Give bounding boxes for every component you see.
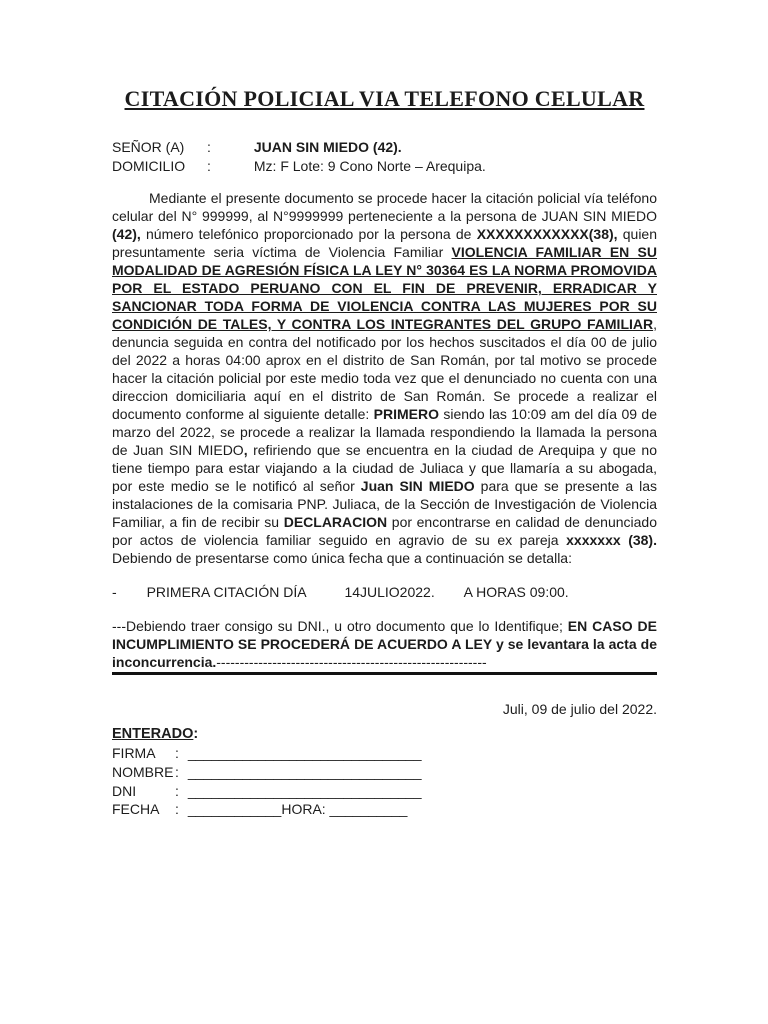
citation-dash: - bbox=[112, 584, 117, 601]
recipient-name-row bbox=[112, 138, 657, 157]
domicilio-colon: : bbox=[207, 158, 211, 175]
fecha-label: FECHA bbox=[112, 801, 160, 818]
signature-row-nombre bbox=[112, 763, 657, 782]
citation-date: 14JULIO2022. bbox=[344, 584, 435, 601]
fecha-blank-line: ____________ bbox=[187, 801, 282, 818]
nombre-blank-line: ______________________________ bbox=[187, 764, 422, 780]
dni-label: DNI bbox=[112, 782, 137, 799]
senor-value: JUAN SIN MIEDO (42). bbox=[253, 139, 402, 155]
recipient-address-row bbox=[112, 157, 657, 176]
firma-label: FIRMA bbox=[112, 745, 156, 762]
dni-colon: : bbox=[175, 782, 179, 799]
nombre-colon: : bbox=[175, 764, 179, 780]
enterado-colon: : bbox=[193, 726, 199, 743]
firma-colon: : bbox=[175, 745, 179, 762]
firma-blank-line: ______________________________ bbox=[187, 745, 422, 762]
hora-label: HORA: bbox=[281, 801, 326, 818]
citation-line bbox=[112, 583, 657, 601]
recipient-block bbox=[112, 138, 657, 176]
signature-row-fecha bbox=[112, 800, 657, 819]
senor-label: SEÑOR (A) bbox=[112, 139, 185, 155]
warning-paragraph: ---Debiendo traer consigo su DNI., u otro documento que lo Identifique; EN CASO DE INCUMPLIMIENTO SE PROCEDERÁ DE ACUERDO A LEY y se levantara la acta de inconcurrencia.---------------------------------------------------------- bbox=[112, 617, 657, 675]
domicilio-value: Mz: F Lote: 9 Cono Norte – Arequipa. bbox=[253, 158, 486, 175]
nombre-label: NOMBRE bbox=[112, 764, 174, 780]
citation-label: PRIMERA CITACIÓN DÍA bbox=[146, 584, 307, 601]
document-content bbox=[0, 86, 768, 819]
domicilio-label: DOMICILIO bbox=[112, 158, 186, 175]
hora-blank-line: __________ bbox=[325, 801, 408, 818]
citation-time: A HORAS 09:00. bbox=[463, 584, 569, 601]
document-title: CITACIÓN POLICIAL VIA TELEFONO CELULAR bbox=[124, 86, 645, 111]
acknowledgment-heading bbox=[112, 725, 657, 744]
dni-blank-line: ______________________________ bbox=[187, 782, 422, 799]
signature-block bbox=[112, 744, 657, 818]
signature-row-firma bbox=[112, 744, 657, 763]
document-date: Juli, 09 de julio del 2022. bbox=[502, 701, 657, 718]
fecha-colon: : bbox=[175, 801, 179, 818]
signature-row-dni bbox=[112, 782, 657, 801]
main-paragraph: Mediante el presente documento se procede hacer la citación policial vía teléfono celular del N° 999999, al N°9999999 perteneciente a la persona de JUAN SIN MIEDO (42), número telefónico proporcionado por la persona de XXXXXXXXXXXX(38), quien presuntamente seria víctima de Violencia Familiar VIOLENCIA FAMILIAR EN SU MODALIDAD DE AGRESIÓN FÍSICA LA LEY N° 30364 ES LA NORMA PROMOVIDA POR EL ESTADO PERUANO CON EL FIN DE PREVENIR, ERRADICAR Y SANCIONAR TODA FORMA DE VIOLENCIA CONTRA LAS MUJERES POR SU CONDICIÓN DE TALES, Y CONTRA LOS INTEGRANTES DEL GRUPO FAMILIAR, denuncia seguida en contra del notificado por los hechos suscitados el día 00 de julio del 2022 a horas 04:00 aprox en el distrito de San Román, por tal motivo se procede hacer la citación policial por este medio toda vez que el denunciado no cuenta con una direccion domiciliaria aquí en el distrito de San Román. Se procede a realizar el documento conforme al siguiente detalle: PRIMERO siendo las 10:09 am del día 09 de marzo del 2022, se procede a realizar la llamada respondiendo la llamada la persona de Juan SIN MIEDO, refiriendo que se encuentra en la ciudad de Arequipa y que no tiene tiempo para estar viajando a la ciudad de Juliaca y que llamaría a su abogada, por este medio se le notificó al señor Juan SIN MIEDO para que se presente a las instalaciones de la comisaria PNP. Juliaca, de la Sección de Investigación de Violencia Familiar, a fin de recibir su DECLARACION por encontrarse en calidad de denunciado por actos de violencia familiar seguido en agravio de su ex pareja xxxxxxx (38). Debiendo de presentarse como única fecha que a continuación se detalla: bbox=[112, 190, 658, 567]
enterado-label: ENTERADO bbox=[112, 726, 194, 743]
senor-colon: : bbox=[207, 139, 211, 155]
